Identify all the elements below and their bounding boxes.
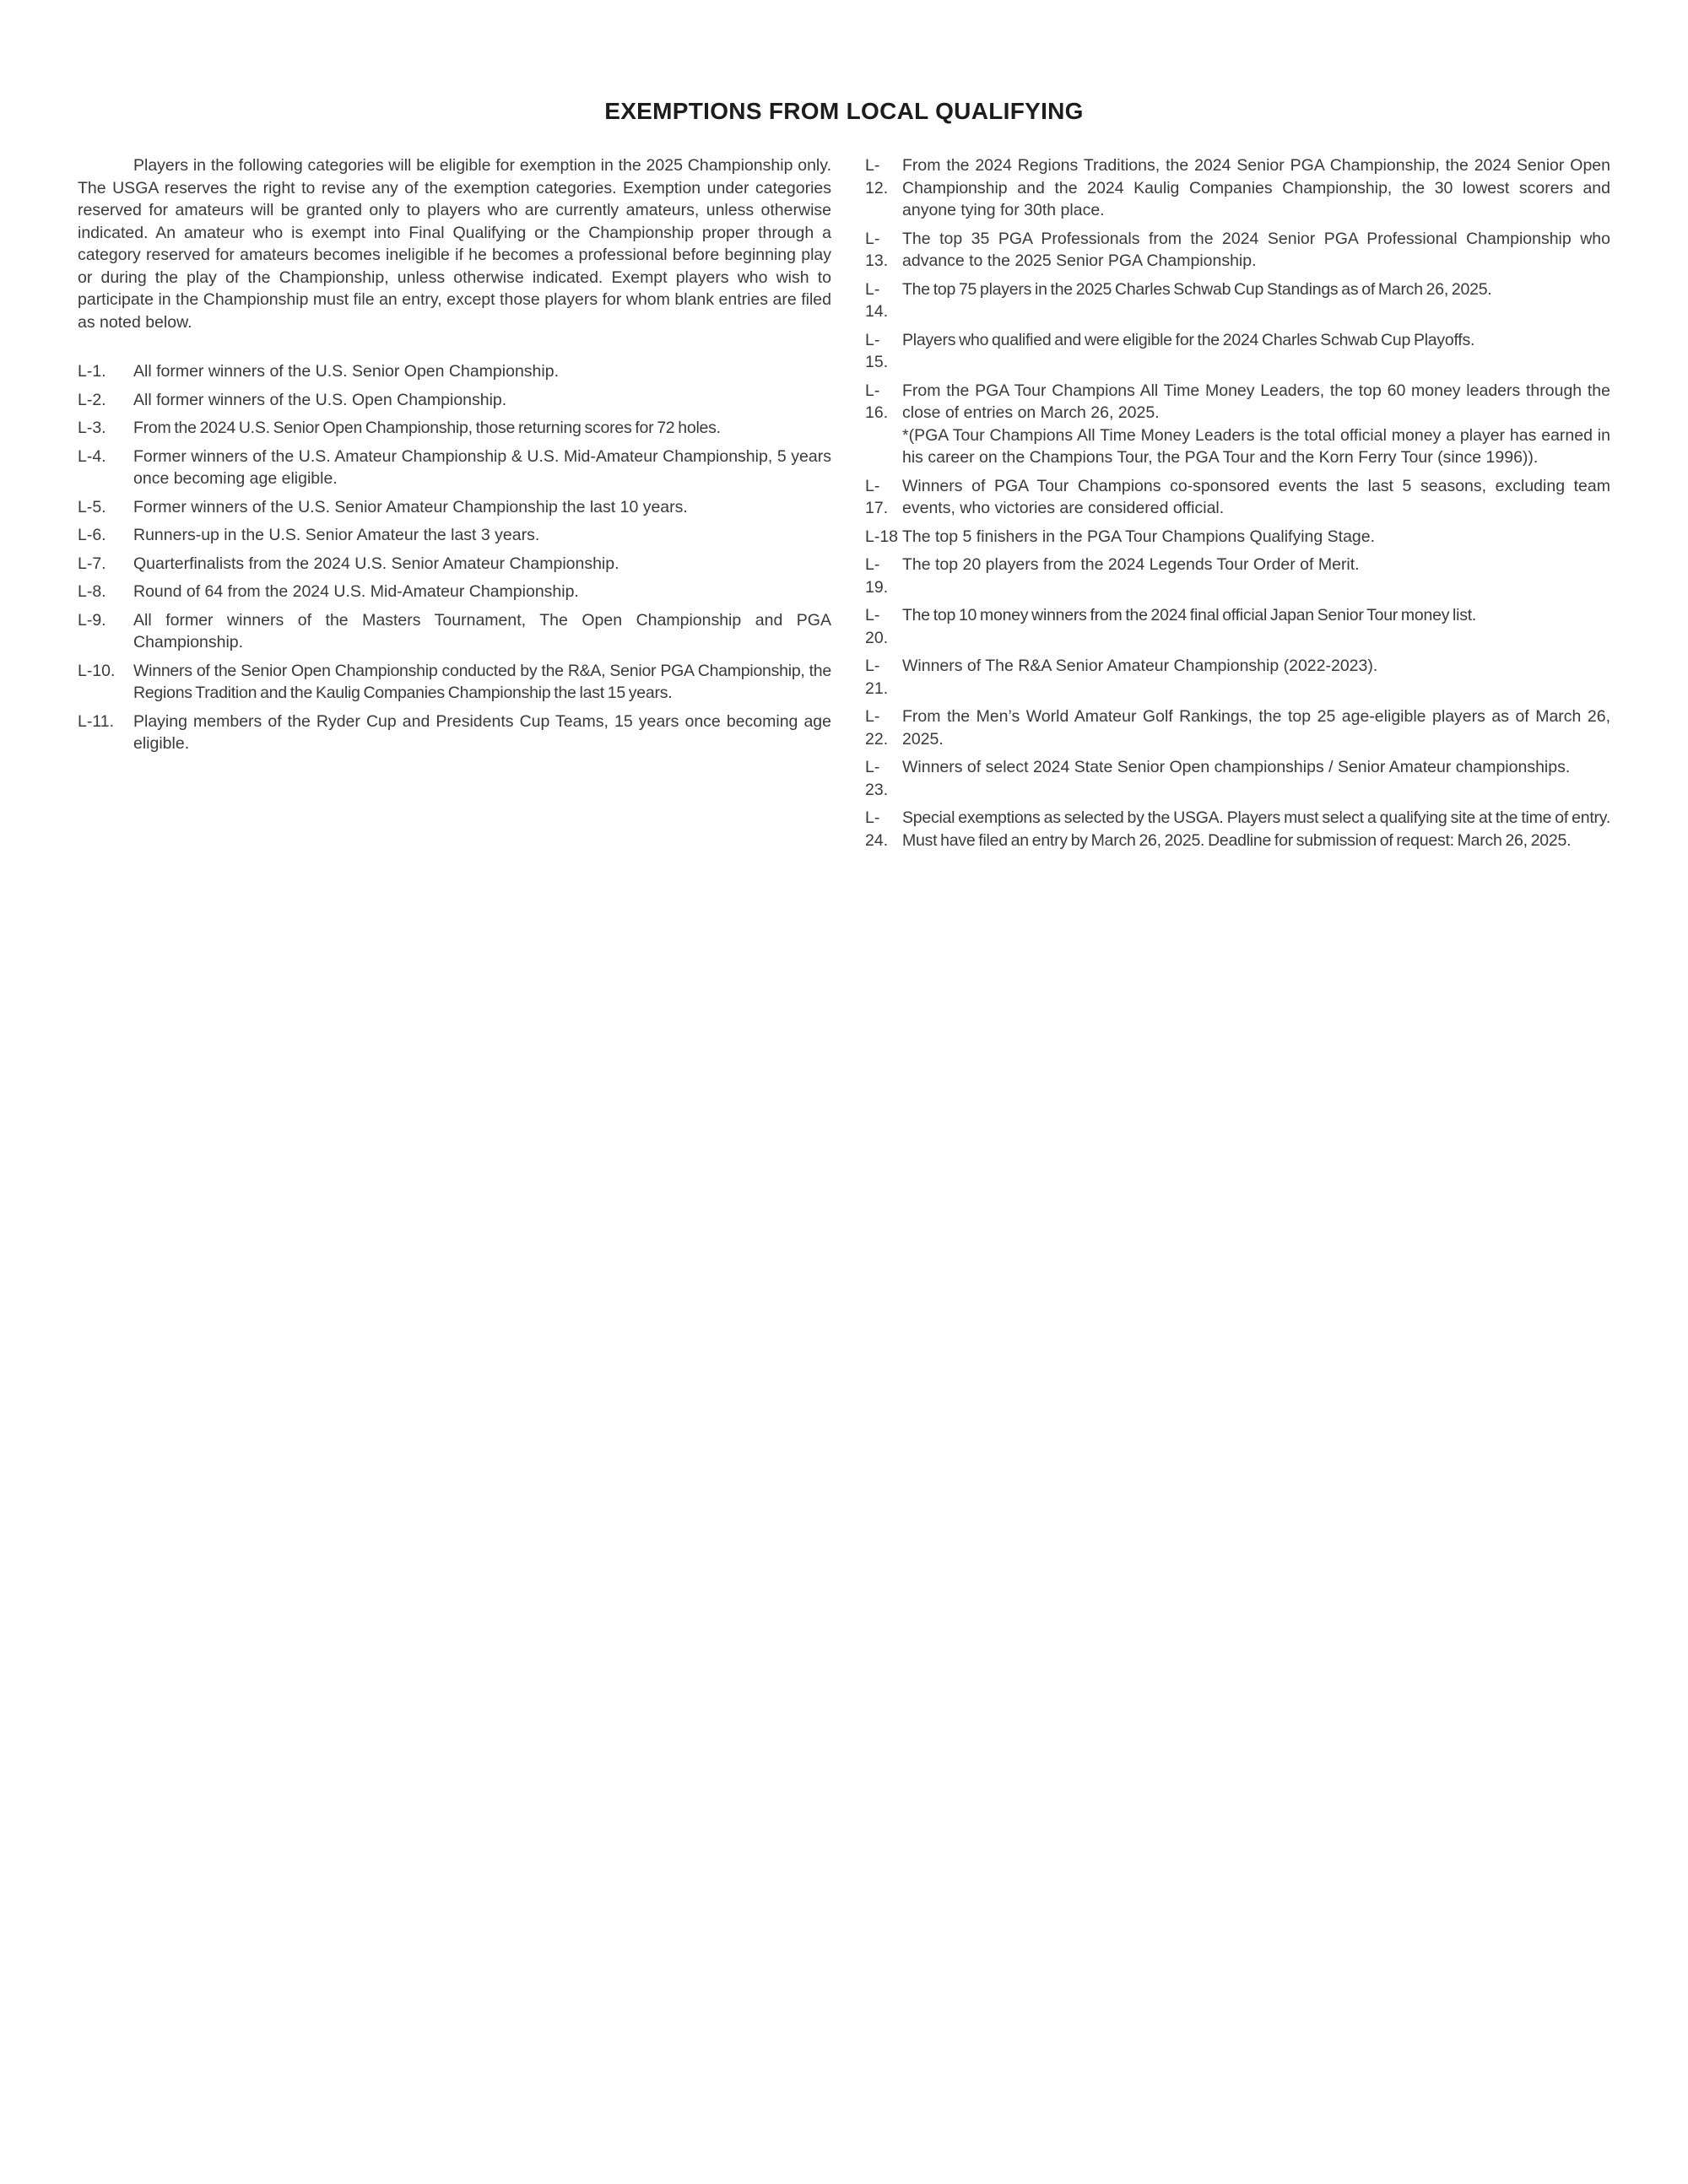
item-label: L-15. <box>865 330 889 371</box>
item-label: L-4. <box>78 446 106 466</box>
page-title: EXEMPTIONS FROM LOCAL QUALIFYING <box>604 98 1084 124</box>
item-text: All former winners of the U.S. Senior Open Championship. <box>133 362 559 381</box>
exemption-item-l9 <box>78 609 831 654</box>
item-text: Winners of the Senior Open Championship conducted by the R&A, Senior PGA Championship, the Regions Tradition and the Kaulig Companies Championship the last 15 years. <box>133 661 831 702</box>
exemption-item-l7 <box>78 553 831 576</box>
exemption-item-l16 <box>865 380 1610 469</box>
exemption-item-l2 <box>78 389 831 412</box>
item-label: L-16. <box>865 381 889 422</box>
item-label: L-21. <box>865 657 889 698</box>
item-text: The top 10 money winners from the 2024 final official Japan Senior Tour money list. <box>902 606 1477 624</box>
item-text: The top 20 players from the 2024 Legends Tour Order of Merit. <box>902 555 1360 574</box>
exemption-item-l6 <box>78 524 831 547</box>
exemption-item-l8 <box>78 581 831 603</box>
exemption-item-l5 <box>78 496 831 519</box>
exemption-item-l17 <box>865 475 1610 520</box>
item-label: L-3. <box>78 419 106 437</box>
item-label: L-24. <box>865 808 889 850</box>
item-text <box>902 380 1610 469</box>
item-text: From the 2024 Regions Traditions, the 2024 Senior PGA Championship, the 2024 Senior Open Championship and the 2024 Kaulig Companies Championship, the 30 lowest scorers and anyone tying for 30th place. <box>902 156 1610 219</box>
item-text: The top 5 finishers in the PGA Tour Champions Qualifying Stage. <box>902 527 1376 546</box>
exemption-item-l12 <box>865 154 1610 222</box>
item-text: All former winners of the U.S. Open Championship. <box>133 390 507 409</box>
item-label: L-5. <box>78 497 106 516</box>
item-label: L-2. <box>78 390 106 409</box>
item-label: L-14. <box>865 279 889 321</box>
item-label: L-6. <box>78 526 106 544</box>
exemption-item-l10 <box>78 660 831 705</box>
item-label: L-23. <box>865 758 889 799</box>
item-text: Winners of PGA Tour Champions co-sponsored events the last 5 seasons, excluding team events, who victories are considered official. <box>902 476 1610 517</box>
item-label: L-17. <box>865 476 889 517</box>
item-label: L-22. <box>865 707 889 749</box>
item-text: Runners-up in the U.S. Senior Amateur the last 3 years. <box>133 526 540 544</box>
item-text: Former winners of the U.S. Amateur Championship & U.S. Mid-Amateur Championship, 5 years once becoming age eligible. <box>133 446 831 488</box>
exemption-item-l13 <box>865 228 1610 273</box>
right-column <box>865 154 1610 857</box>
item-label: L-1. <box>78 362 106 381</box>
item-label: L-8. <box>78 582 106 601</box>
item-label: L-11. <box>78 711 114 731</box>
item-text: Round of 64 from the 2024 U.S. Mid-Amateur Championship. <box>133 582 579 601</box>
exemption-item-l15 <box>865 329 1610 374</box>
exemption-item-l3 <box>78 417 831 440</box>
intro-paragraph: Players in the following categories will be eligible for exemption in the 2025 Championship only. The USGA reserves the right to revise any of the exemption categories. Exemption under categories reserved for amateurs will be granted only to players who are currently amateurs, unless otherwise indicated. An amateur who is exempt into Final Qualifying or the Championship proper through a category reserved for amateurs becomes ineligible if he becomes a professional before beginning play or during the play of the Championship, unless otherwise indicated. Exempt players who wish to participate in the Championship must file an entry, except those players for whom blank entries are filed as noted below. <box>78 156 831 332</box>
item-label: L-20. <box>865 606 889 647</box>
item-text: Former winners of the U.S. Senior Amateur Championship the last 10 years. <box>133 497 688 516</box>
item-label: L-7. <box>78 554 106 573</box>
item-text-main: From the PGA Tour Champions All Time Money Leaders, the top 60 money leaders through the close of entries on March 26, 2025. <box>902 381 1610 422</box>
exemption-item-l22 <box>865 705 1610 750</box>
exemption-item-l4 <box>78 446 831 490</box>
exemption-item-l24 <box>865 807 1610 851</box>
item-text: Quarterfinalists from the 2024 U.S. Senior Amateur Championship. <box>133 554 619 573</box>
exemption-item-l1 <box>78 360 831 383</box>
item-text: Winners of The R&A Senior Amateur Championship (2022-2023). <box>902 657 1378 675</box>
item-text: The top 75 players in the 2025 Charles Schwab Cup Standings as of March 26, 2025. <box>902 279 1492 299</box>
exemption-item-l18 <box>865 526 1610 549</box>
exemption-item-l14 <box>865 278 1610 323</box>
exemption-item-l11 <box>78 711 831 755</box>
item-label: L-9. <box>78 610 106 630</box>
item-text: Special exemptions as selected by the USGA. Players must select a qualifying site at the time of entry. Must have filed an entry by March 26, 2025. Deadline for submission of request: March 26, 2025. <box>902 808 1610 850</box>
item-label: L-10. <box>78 661 116 680</box>
item-text: From the Men’s World Amateur Golf Rankings, the top 25 age-eligible players as of March 26, 2025. <box>902 707 1610 749</box>
item-text: Winners of select 2024 State Senior Open championships / Senior Amateur championships. <box>902 758 1571 776</box>
item-label: L-12. <box>865 156 889 197</box>
exemption-item-l20 <box>865 604 1610 649</box>
item-label: L-18 <box>865 527 899 546</box>
item-text: The top 35 PGA Professionals from the 2024 Senior PGA Professional Championship who advance to the 2025 Senior PGA Championship. <box>902 229 1610 270</box>
exemption-item-l19 <box>865 554 1610 598</box>
exemption-item-l21 <box>865 655 1610 700</box>
item-text: From the 2024 U.S. Senior Open Championship, those returning scores for 72 holes. <box>133 419 721 437</box>
exemption-item-l23 <box>865 756 1610 801</box>
left-column <box>78 154 831 761</box>
item-text: Playing members of the Ryder Cup and Presidents Cup Teams, 15 years once becoming age eligible. <box>133 711 831 753</box>
item-label: L-13. <box>865 229 889 270</box>
item-label: L-19. <box>865 555 889 597</box>
item-note: *(PGA Tour Champions All Time Money Leaders is the total official money a player has earned in his career on the Champions Tour, the PGA Tour and the Korn Ferry Tour (since 1996)). <box>902 425 1610 467</box>
item-text: Players who qualified and were eligible for the 2024 Charles Schwab Cup Playoffs. <box>902 330 1475 349</box>
item-text: All former winners of the Masters Tournament, The Open Championship and PGA Championship. <box>133 610 831 651</box>
